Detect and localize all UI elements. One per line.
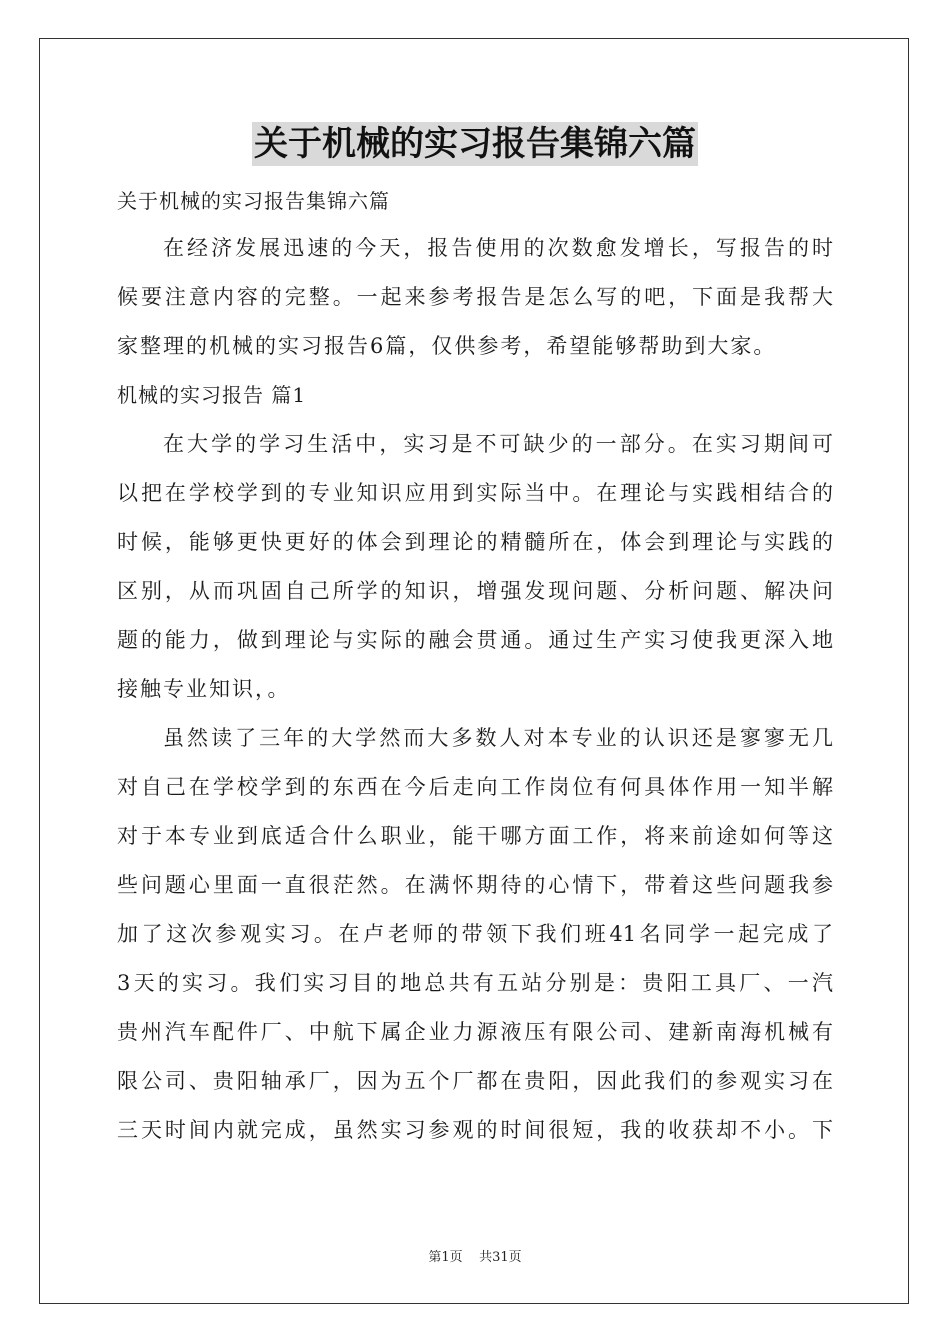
page-number: 第1页 (428, 1250, 463, 1265)
intro-line: 候要注意内容的完整。一起来参考报告是怎么写的吧，下面是我帮大 (117, 285, 833, 309)
paragraph-line: 题的能力，做到理论与实际的融会贯通。通过生产实习使我更深入地 (117, 628, 833, 652)
paragraph-line: 些问题心里面一直很茫然。在满怀期待的心情下，带着这些问题我参 (117, 873, 833, 897)
paragraph-line: 接触专业知识，。 (117, 677, 291, 701)
title-container (0, 122, 950, 166)
intro-line: 在经济发展迅速的今天，报告使用的次数愈发增长，写报告的时 (163, 236, 833, 260)
paragraph-line: 三天时间内就完成，虽然实习参观的时间很短，我的收获却不小。下 (117, 1118, 833, 1142)
intro-paragraph (117, 224, 833, 371)
paragraph-line: 时候，能够更快更好的体会到理论的精髓所在，体会到理论与实践的 (117, 530, 833, 554)
paragraph-line: 区别，从而巩固自己所学的知识，增强发现问题、分析问题、解决问 (117, 579, 833, 603)
paragraph-line: 对于本专业到底适合什么职业，能干哪方面工作，将来前途如何等这 (117, 824, 833, 848)
paragraph-line: 对自己在学校学到的东西在今后走向工作岗位有何具体作用一知半解 (117, 775, 833, 799)
paragraph-line: 3天的实习。我们实习目的地总共有五站分别是：贵阳工具厂、一汽 (117, 971, 833, 995)
document-title: 关于机械的实习报告集锦六篇 (254, 124, 696, 164)
paragraph-line: 以把在学校学到的专业知识应用到实际当中。在理论与实践相结合的 (117, 481, 833, 505)
paragraph-line: 贵州汽车配件厂、中航下属企业力源液压有限公司、建新南海机械有 (117, 1020, 833, 1044)
paragraph-2 (117, 714, 833, 1155)
document-body (117, 178, 833, 1155)
paragraph-line: 虽然读了三年的大学然而大多数人对本专业的认识还是寥寥无几 (163, 726, 833, 750)
paragraph-line: 在大学的学习生活中，实习是不可缺少的一部分。在实习期间可 (163, 432, 833, 456)
page-total: 共31页 (479, 1250, 522, 1265)
paragraph-line: 加了这次参观实习。在卢老师的带领下我们班41名同学一起完成了 (117, 922, 833, 946)
document-subtitle: 关于机械的实习报告集锦六篇 (117, 189, 390, 213)
paragraph-1 (117, 420, 833, 714)
intro-line: 家整理的机械的实习报告6篇，仅供参考，希望能够帮助到大家。 (117, 334, 777, 358)
page-footer (0, 1246, 950, 1265)
paragraph-line: 限公司、贵阳轴承厂，因为五个厂都在贵阳，因此我们的参观实习在 (117, 1069, 833, 1093)
section-heading: 机械的实习报告 篇1 (117, 383, 307, 407)
